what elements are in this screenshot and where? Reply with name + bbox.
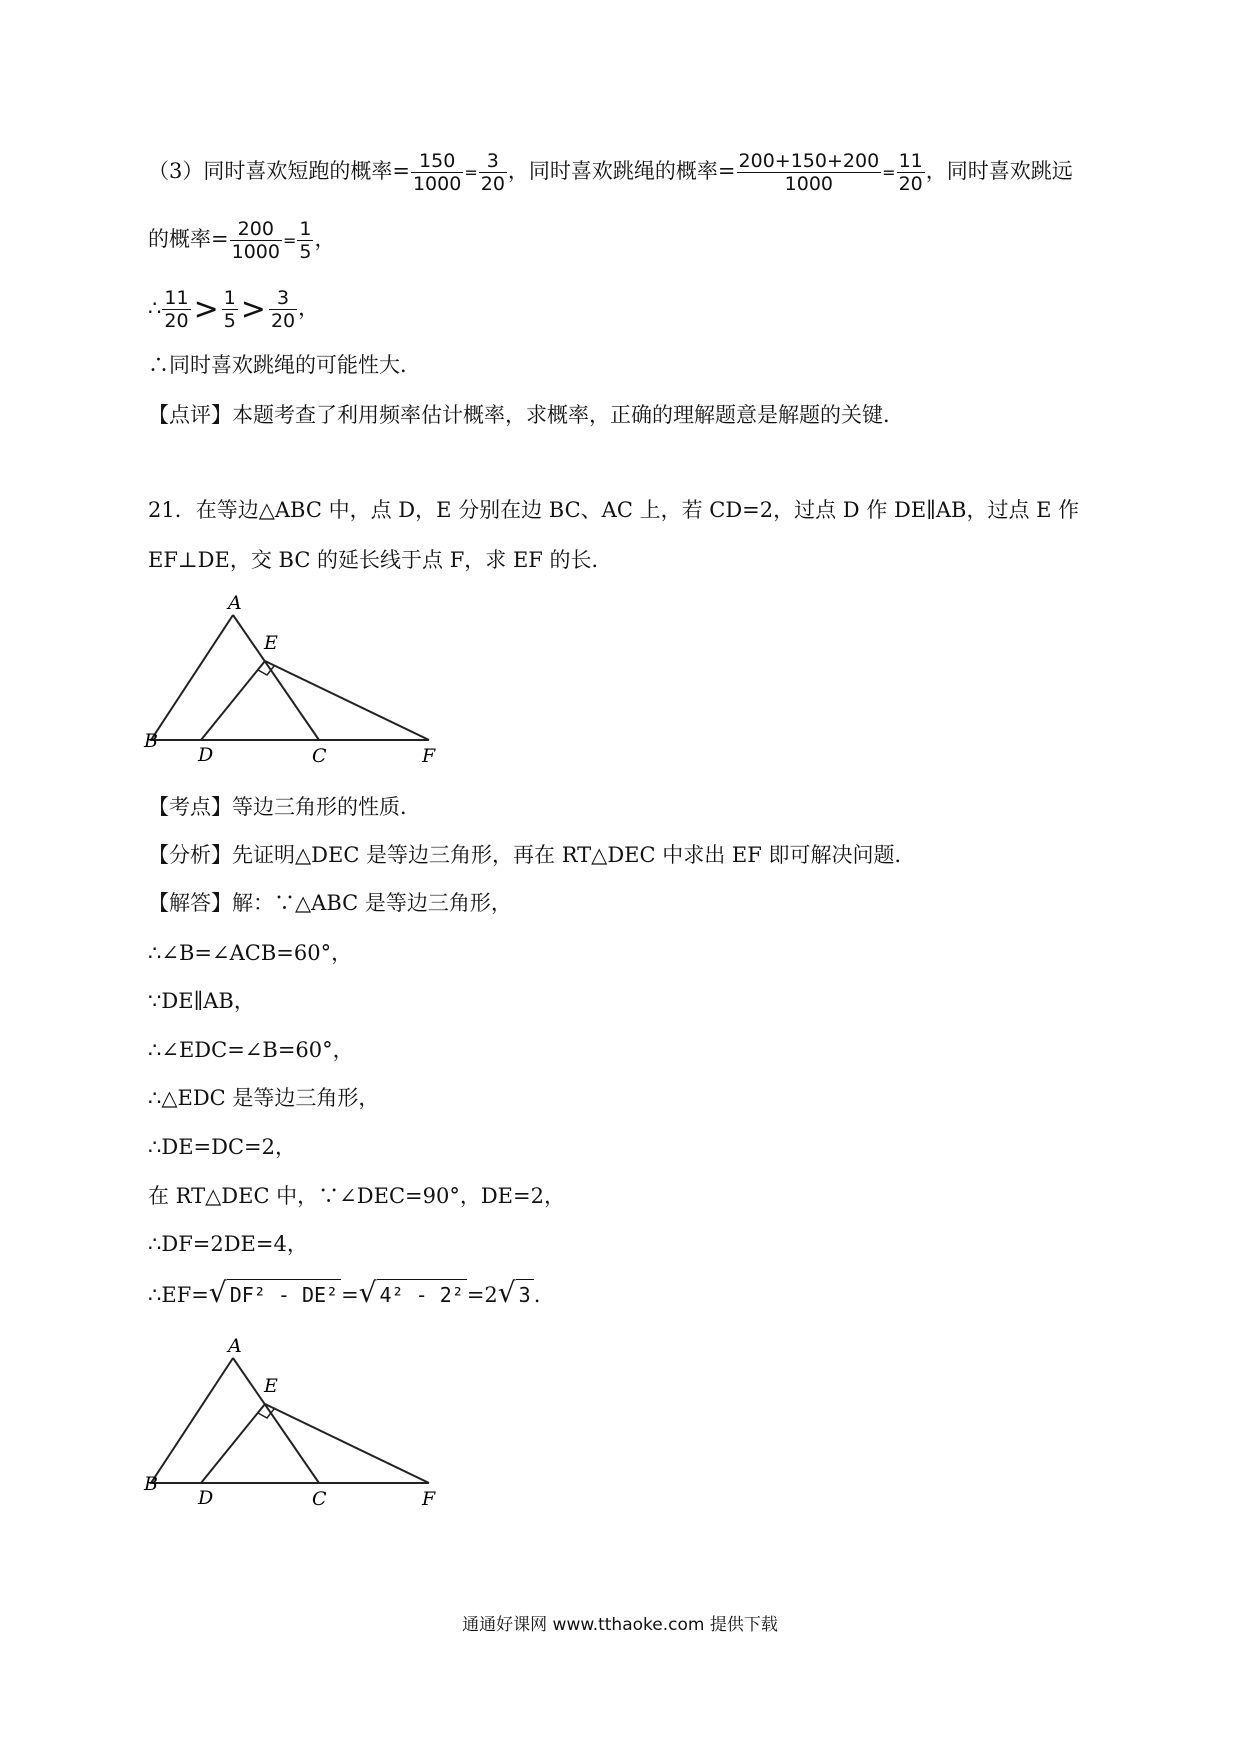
sqrt-sign: √ [497, 1276, 516, 1309]
fenxi: 【分析】先证明△DEC 是等边三角形，再在 RT△DEC 中求出 EF 即可解决问题． [148, 843, 916, 867]
comparison-line: ∴ $\frac{11}{20}$ > $\frac{1}{5}$ > $\frac{3}{20}$ ， [148, 287, 320, 332]
segment-ef [265, 661, 429, 740]
fraction: $\frac{1}{5}$ [223, 287, 236, 332]
step-4: ∴△EDC 是等边三角形， [148, 1086, 380, 1110]
step-1: ∴∠B=∠ACB=60°， [148, 941, 353, 965]
kaodian: 【考点】等边三角形的性质． [148, 795, 421, 819]
step-3: ∴∠EDC=∠B=60°， [148, 1038, 354, 1062]
question-21-line2: EF⊥DE，交 BC 的延长线于点 F，求 EF 的长． [148, 548, 613, 572]
footer: 通通好课网 www.tthaoke.com 提供下载 [462, 1615, 778, 1635]
radicand-2: 4² - 2² [377, 1279, 467, 1310]
step-8: ∴EF=√ DF² - DE² =√ 4² - 2² =2√ 3 . [148, 1276, 541, 1309]
segment-de [201, 661, 265, 740]
label-a: A [228, 592, 242, 614]
part3-line1: （3）同时喜欢短跑的概率= $\frac{150}{1000}$ = $\frac{3}{20}$ ，同时喜欢跳绳的概率= $\frac{200+150+200}{1000}$ = $\frac{11}{20}$ ，同时喜欢跳远 [148, 150, 1073, 195]
label-c: C [312, 745, 327, 767]
label-d: D [198, 744, 214, 766]
triangle-figure-2 [144, 1335, 446, 1513]
segment-de [201, 1404, 265, 1483]
question-21-line1: 21．在等边△ABC 中，点 D，E 分别在边 BC、AC 上，若 CD=2，过点 D 作 DE∥AB，过点 E 作 [148, 498, 1080, 522]
fraction: $\frac{3}{20}$ [480, 150, 505, 195]
step-2: ∵DE∥AB， [148, 989, 255, 1013]
step-6: 在 RT△DEC 中，∵∠DEC=90°，DE=2， [148, 1184, 565, 1208]
outer-lines [151, 615, 429, 740]
radicand-3: 3 [516, 1279, 534, 1310]
fraction: $\frac{3}{20}$ [270, 287, 296, 332]
comment: 【点评】本题考查了利用频率估计概率，求概率，正确的理解题意是解题的关键． [148, 403, 904, 427]
outer-lines [151, 1358, 429, 1483]
step-5: ∴DE=DC=2， [148, 1135, 296, 1159]
label-b: B [144, 730, 158, 752]
label-c: C [312, 1488, 327, 1510]
fraction: $\frac{11}{20}$ [898, 150, 923, 195]
segment-ef [265, 1404, 429, 1483]
label-f: F [422, 1488, 436, 1510]
radicand-1: DF² - DE² [227, 1279, 341, 1310]
label-e: E [264, 632, 278, 654]
label-e: E [264, 1375, 278, 1397]
conclusion: ∴同时喜欢跳绳的可能性大． [148, 353, 421, 377]
fraction: $\frac{200}{1000}$ [231, 218, 280, 263]
fraction: $\frac{200+150+200}{1000}$ [738, 150, 880, 195]
label-f: F [422, 745, 436, 767]
label-a: A [228, 1335, 242, 1357]
part3-line2: 的概率= $\frac{200}{1000}$ = $\frac{1}{5}$ ， [148, 218, 336, 263]
sqrt-sign: √ [208, 1276, 227, 1309]
label-d: D [198, 1487, 214, 1509]
fraction: $\frac{11}{20}$ [164, 287, 189, 332]
fraction: $\frac{150}{1000}$ [412, 150, 462, 195]
sqrt-sign: √ [358, 1276, 377, 1309]
fraction: $\frac{1}{5}$ [299, 218, 312, 263]
step-7: ∴DF=2DE=4， [148, 1232, 308, 1256]
jieda: 【解答】解：∵△ABC 是等边三角形， [148, 891, 512, 915]
triangle-figure-1 [144, 592, 446, 770]
label-b: B [144, 1473, 158, 1495]
